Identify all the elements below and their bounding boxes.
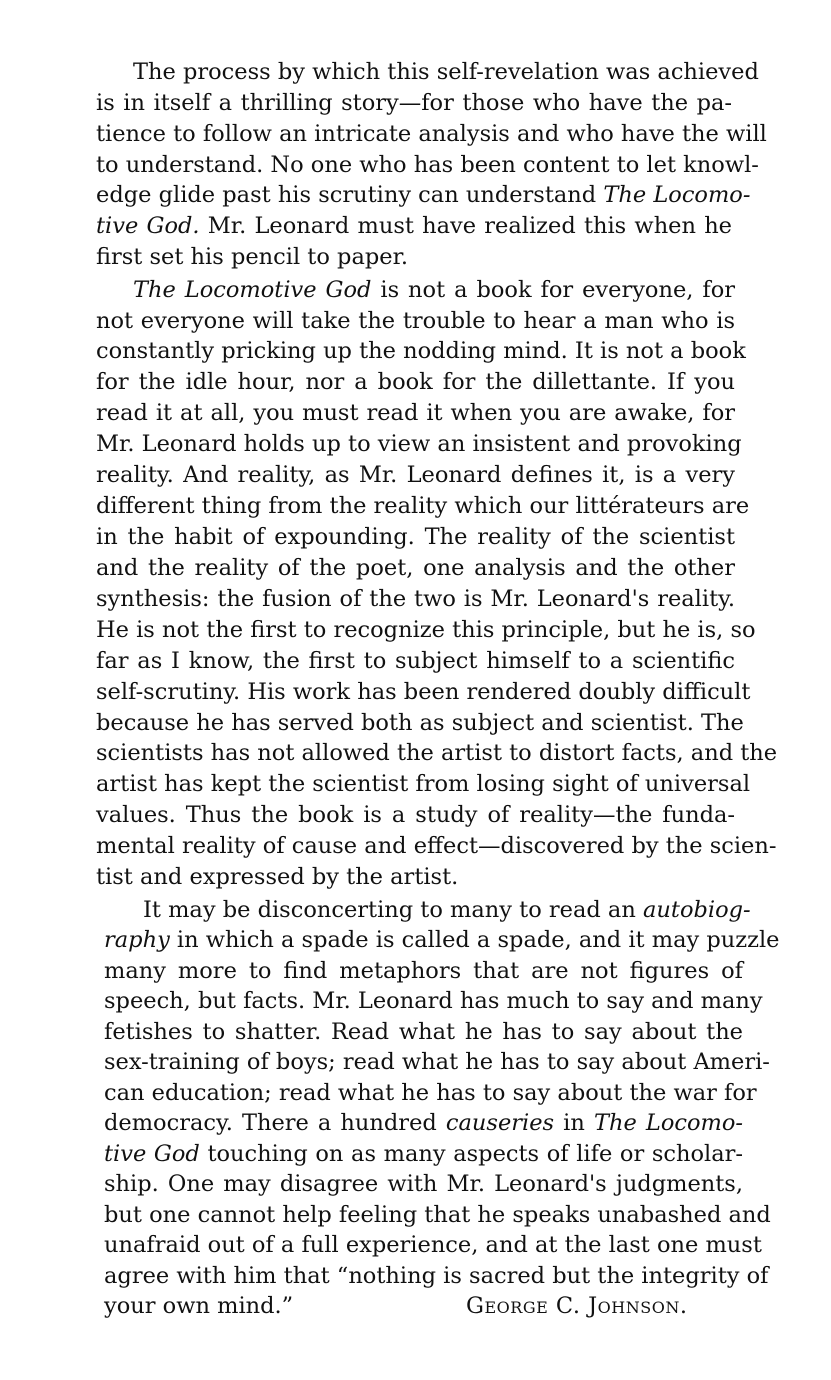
text-line [133,279,735,302]
text-line [96,588,735,611]
text-run: is in itself a thrilling story—for those who have the pa- [96,90,732,116]
text-line [96,804,735,827]
text-run: many more to find metaphors that are not figures of [104,958,743,984]
text-line [96,740,778,766]
text-line [104,927,780,953]
text-run: synthesis: the fusion of the two is Mr. Leonard's reality. [96,586,735,612]
text-run: self-scrutiny. His work has been rendered doubly difficult [96,679,751,705]
text-run: and the reality of the poet, one analysis and the other [96,555,735,581]
text-line [96,493,750,519]
text-line [104,1293,688,1319]
text-line [104,1112,743,1135]
text-run: artist has kept the scientist from losing sight of universal [96,771,751,797]
italic-text-run: raphy [104,927,170,953]
text-line [96,371,735,394]
text-line [104,1080,757,1106]
text-line [143,897,751,923]
text-run: unafraid out of a full experience, and at the last one must [104,1232,762,1258]
text-line [96,121,767,147]
author-signature: George C. Johnson. [466,1293,688,1319]
text-run: because he has served both as subject and scientist. The [96,710,744,736]
text-line [104,1143,743,1166]
text-line [96,557,735,580]
text-run: scientists has not allowed the artist to distort facts, and the [96,740,778,766]
text-run: different thing from the reality which our littérateurs are [96,493,750,519]
italic-text-run: causeries [445,1110,555,1136]
text-run: It may be disconcerting to many to read an [143,897,643,923]
text-run: sex-training of boys; read what he has to say about Ameri- [104,1049,770,1075]
text-run: Mr. Leonard must have realized this when he [199,213,732,239]
text-line [104,1232,762,1258]
text-run: not everyone will take the trouble to hear a man who is [96,308,735,334]
text-run: in which a spade is called a spade, and it may puzzle [169,927,780,953]
text-line [96,526,735,549]
text-line [104,988,763,1014]
text-run: tience to follow an intricate analysis and who have the will [96,121,767,147]
text-line [96,866,458,889]
text-run: ship. One may disagree with Mr. Leonard's judgments, [104,1171,743,1197]
text-line [96,310,735,333]
text-run: values. Thus the book is a study of reality—the funda- [96,802,735,828]
text-run: constantly pricking up the nodding mind. It is not a book [96,338,746,364]
text-line [133,59,759,85]
text-line [96,771,751,797]
text-run: mental reality of cause and effect—discovered by the scien- [96,833,777,859]
text-line [104,1173,743,1196]
text-run: speech, but facts. Mr. Leonard has much to say and many [104,988,763,1014]
text-line [96,650,735,673]
italic-text-run: tive God. [96,213,200,239]
text-run: Mr. Leonard holds up to view an insistent and provoking [96,431,742,457]
text-line [96,338,746,364]
text-line [96,152,759,178]
text-run: in [554,1110,594,1136]
text-line [96,679,751,705]
italic-text-run: The Locomotive God [133,277,372,303]
text-line [104,1202,771,1228]
text-line [96,402,735,425]
text-run: can education; read what he has to say about the war for [104,1080,757,1106]
italic-text-run: tive God [104,1141,200,1167]
text-run: is not a book for everyone, for [371,277,735,303]
text-line [104,960,743,983]
text-run: read it at all, you must read it when you are awake, for [96,400,735,426]
text-line [96,215,732,238]
text-line [96,464,735,487]
italic-text-run: autobiog- [643,897,751,923]
text-run: far as I know, the first to subject himself to a scientific [96,648,735,674]
italic-text-run: The Locomo- [603,182,751,208]
text-run: The process by which this self-revelation was achieved [133,59,759,85]
text-run: your own mind.” [104,1293,294,1319]
text-run: edge glide past his scrutiny can understand [96,182,604,208]
text-run: reality. And reality, as Mr. Leonard defines it, is a very [96,462,735,488]
text-run: tist and expressed by the artist. [96,864,459,890]
text-line [96,617,756,643]
text-run: in the habit of expounding. The reality of the scientist [96,524,735,550]
text-line [104,1021,743,1044]
text-line [96,246,408,269]
text-run: democracy. There a hundred [104,1110,446,1136]
text-run: He is not the first to recognize this principle, but he is, so [96,617,756,643]
text-run: but one cannot help feeling that he speaks unabashed and [104,1202,771,1228]
text-line [104,1049,770,1075]
text-line [96,92,732,115]
text-line [104,1263,769,1289]
text-run: first set his pencil to paper. [96,244,409,270]
text-line [96,182,751,208]
text-run: touching on as many aspects of life or scholar- [199,1141,743,1167]
text-line [96,833,777,859]
text-line [96,431,742,457]
text-run: for the idle hour, nor a book for the dillettante. If you [96,369,735,395]
text-run: to understand. No one who has been content to let knowl- [96,152,759,178]
text-run: agree with him that “nothing is sacred but the integrity of [104,1263,769,1289]
text-run: fetishes to shatter. Read what he has to say about the [104,1019,743,1045]
italic-text-run: The Locomo- [593,1110,743,1136]
text-line [96,710,744,736]
